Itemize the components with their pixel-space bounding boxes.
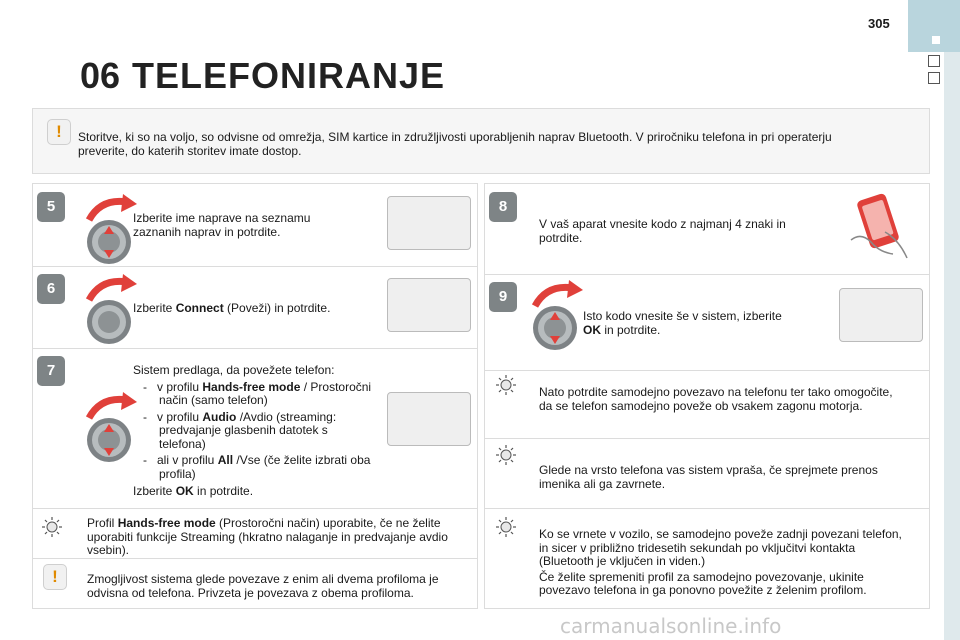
divider xyxy=(33,266,477,267)
step-9-ok: OK xyxy=(583,322,601,337)
step-6-post: (Poveži) in potrdite. xyxy=(223,301,331,315)
radio-panel-image xyxy=(387,392,471,446)
opt1-post: / Prostoročni način (samo telefon) xyxy=(159,379,372,407)
step-5-line-2: zaznanih naprav in potrdite. xyxy=(133,224,281,239)
right-tip-3b: Če želite spremeniti profil za samodejno povezovanje, ukinite povezavo telefona in ga ponovno povežite z želenim profilom. xyxy=(539,569,867,597)
step-5-line-1: Izberite ime naprave na seznamu xyxy=(133,211,311,225)
opt3-pre: ali v profilu xyxy=(157,453,218,467)
warning-icon: ! xyxy=(43,564,67,590)
step-7-option-1: - v profilu Hands-free mode / Prostoročni način (samo telefon) xyxy=(143,379,372,407)
step-9-text xyxy=(583,310,823,337)
divider xyxy=(33,348,477,349)
checkbox-icon xyxy=(928,72,940,84)
step-7-intro: Sistem predlaga, da povežete telefon: xyxy=(133,363,335,377)
confirm-bold: OK xyxy=(175,484,194,498)
right-tip-3-text xyxy=(539,528,909,598)
intro-note-text: Storitve, ki so na voljo, so odvisne od omrežja, SIM kartice in združljivosti uporabljenih naprav Bluetooth. V priročniku telefona in pri operaterju preverite, do katerih storitev imate dostop. xyxy=(78,130,832,158)
step-badge-5: 5 xyxy=(37,192,65,222)
left-warning-text: Zmogljivost sistema glede povezave z enim ali dvema profiloma je odvisna od telefona. Privzeta je povezava z obema profiloma. xyxy=(87,572,439,600)
step-badge-6: 6 xyxy=(37,274,65,304)
watermark: carmanualsonline.info xyxy=(560,614,782,638)
right-tip-1-text: Nato potrdite samodejno povezavo na telefonu ter tako omogočite, da se telefon samodejno poveže ob vsakem zagonu motorja. xyxy=(539,385,893,413)
opt3-post: /Vse (če želite izbrati oba profila) xyxy=(159,453,371,481)
opt1-pre: v profilu xyxy=(157,379,203,394)
step-7-option-2: - v profilu Audio /Avdio (streaming: predvajanje glasbenih datotek s telefona) xyxy=(143,409,337,451)
divider xyxy=(485,438,929,439)
intro-note-panel xyxy=(32,108,930,174)
lightbulb-icon xyxy=(495,444,517,466)
step-5-text xyxy=(133,212,353,239)
lightbulb-icon xyxy=(495,516,517,538)
right-tip-2-text: Glede na vrsto telefona vas sistem vpraša, če sprejmete prenos imenika ali ga zavrnete. xyxy=(539,463,878,491)
step-9-line: Isto kodo vnesite še v sistem, izberite xyxy=(583,309,782,323)
step-6-text xyxy=(133,302,373,316)
step-7-text xyxy=(133,364,373,499)
right-tip-3a: Ko se vrnete v vozilo, se samodejno poveže zadnji povezani telefon, in sicer v približno tridesetih sekundah po vključitvi kontakta (Bluetooth je vključen in viden.) xyxy=(539,527,902,568)
warning-icon: ! xyxy=(47,119,71,145)
divider xyxy=(33,508,477,509)
step-6-pre: Izberite xyxy=(133,301,176,315)
checkbox-icon xyxy=(928,55,940,67)
left-steps-panel xyxy=(32,183,478,609)
step-7-confirm xyxy=(133,485,373,499)
page-number: 305 xyxy=(868,16,890,31)
opt2-bold: Audio xyxy=(202,409,237,424)
divider xyxy=(33,558,477,559)
left-tip-bold: Hands-free mode xyxy=(117,516,216,530)
left-tip-pre: Profil xyxy=(87,516,118,530)
chapter-title: TELEFONIRANJE xyxy=(132,55,446,96)
step-badge-8: 8 xyxy=(489,192,517,222)
corner-square-icon xyxy=(932,36,940,44)
radio-panel-image xyxy=(839,288,923,342)
step-badge-9: 9 xyxy=(489,282,517,312)
lightbulb-icon xyxy=(495,374,517,396)
left-tip-text xyxy=(87,517,471,558)
corner-tab xyxy=(908,0,960,52)
step-badge-7: 7 xyxy=(37,356,65,386)
opt2-pre: v profilu xyxy=(157,409,203,424)
step-9-post: in potrdite. xyxy=(601,322,661,337)
chapter-number: 06 xyxy=(80,55,121,96)
right-steps-panel xyxy=(484,183,930,609)
smartphone-icon xyxy=(845,192,917,262)
opt2-post: /Avdio (streaming: predvajanje glasbenih datotek s telefona) xyxy=(159,409,337,451)
step-7-option-3: - ali v profilu All /Vse (če želite izbrati oba profila) xyxy=(143,453,371,481)
step-8-text: V vaš aparat vnesite kodo z najmanj 4 znaki in potrdite. xyxy=(539,217,786,245)
confirm-post: in potrdite. xyxy=(193,484,254,498)
confirm-pre: Izberite xyxy=(133,484,176,498)
divider xyxy=(485,508,929,509)
lightbulb-icon xyxy=(41,516,63,538)
radio-panel-image xyxy=(387,196,471,250)
opt1-bold: Hands-free mode xyxy=(202,379,301,394)
left-tip-post: (Prostoročni način) uporabite, če ne želite uporabiti funkcije Streaming (hkratno nalaganje in predvajanje avdio vsebin). xyxy=(87,516,448,557)
divider xyxy=(485,274,929,275)
side-strip xyxy=(944,52,960,640)
radio-panel-image xyxy=(387,278,471,332)
divider xyxy=(485,370,929,371)
opt3-bold: All xyxy=(217,453,234,467)
step-6-connect: Connect xyxy=(175,301,224,315)
